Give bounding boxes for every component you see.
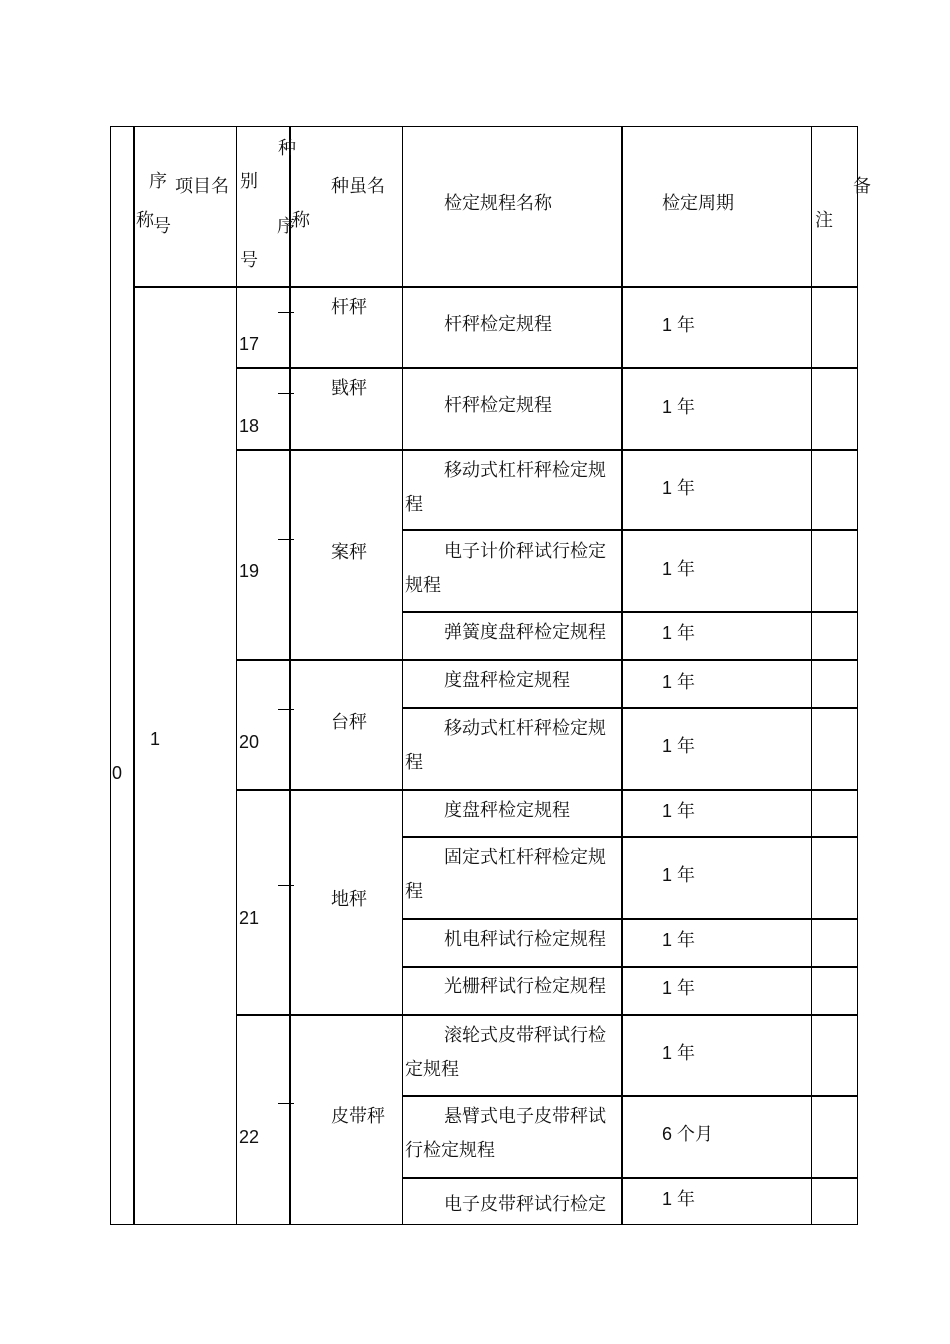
header-cat-bottom: 号 [240,250,258,271]
group-number: 17 [239,334,260,354]
group-name: 戥秤 [331,378,367,399]
header-remark-bottom: 注 [815,210,833,231]
regulation-cell [405,841,619,909]
period-value: 1 年 [662,978,696,998]
regulation-line1: 滚轮式皮带秤试行检 [444,1025,606,1046]
period-value: 1 年 [662,801,696,821]
header-seq-bottom-left: 称 [136,210,154,231]
regulation-line1: 光栅秤试行检定规程 [444,976,606,997]
row-sep [402,918,858,920]
period-value: 1 年 [662,397,696,417]
row-sep [402,529,858,531]
dash-mark [278,885,294,886]
regulation-cell [405,616,619,650]
period-value: 1 年 [662,736,696,756]
regulation-cell [405,712,619,780]
group-sep-19-20 [236,659,858,661]
header-seq-top: 序 [149,171,167,192]
regulation-line1: 移动式杠杆秤检定规 [444,460,606,481]
col-line-2 [236,126,237,1225]
group-name: 皮带秤 [331,1106,385,1127]
regulation-line1: 机电秤试行检定规程 [444,929,606,950]
period-value: 1 年 [662,1043,696,1063]
header-seed-top: 种 [278,138,296,159]
header-seed-right: 称 [292,210,310,231]
regulation-line1: 杆秤检定规程 [444,314,552,335]
table-border-top [110,126,858,127]
seq-value: 1 [150,729,161,749]
header-remark-top: 备 [853,176,871,197]
period-value: 1 年 [662,672,696,692]
group-number: 20 [239,732,260,752]
regulation-cell [405,308,619,342]
regulation-line1: 悬臂式电子皮带秤试 [444,1106,606,1127]
regulation-cell [405,923,619,957]
group-sep-17-18 [236,367,858,369]
period-value: 1 年 [662,930,696,950]
regulation-line1: 度盘秤检定规程 [444,800,570,821]
regulation-line2: 程 [405,752,423,773]
header-separator [133,286,858,288]
regulation-cell [405,389,619,423]
group-number: 19 [239,561,260,581]
row-sep [402,836,858,838]
group-name: 地秤 [331,889,367,910]
period-value: 6 个月 [662,1124,714,1144]
regulation-line2: 程 [405,881,423,902]
group-name: 台秤 [331,712,367,733]
regulation-line2: 行检定规程 [405,1140,495,1161]
regulation-cell [405,454,619,522]
period-value: 1 年 [662,478,696,498]
row-sep [402,707,858,709]
row-sep [402,1177,858,1179]
regulation-cell [405,535,619,603]
regulation-line1: 杆秤检定规程 [444,395,552,416]
dash-mark [278,1103,294,1104]
row-sep [402,1095,858,1097]
group-number: 22 [239,1127,260,1147]
regulation-line2: 规程 [405,575,441,596]
regulation-line2: 程 [405,494,423,515]
dash-mark [278,393,294,394]
regulation-cell [405,1188,619,1222]
period-value: 1 年 [662,623,696,643]
col0-value: 0 [112,763,123,783]
col-line-1 [133,126,135,1225]
group-name: 杆秤 [331,297,367,318]
dash-mark [278,709,294,710]
period-value: 1 年 [662,315,696,335]
group-sep-18-19 [236,449,858,451]
col-line-3 [289,126,291,1225]
col-line-5 [621,126,623,1225]
period-value: 1 年 [662,865,696,885]
regulation-line1: 弹簧度盘秤检定规程 [444,622,606,643]
header-cat-top: 别 [240,171,258,192]
group-number: 18 [239,416,260,436]
dash-mark [278,539,294,540]
regulation-line2: 定规程 [405,1059,459,1080]
table-border-right [857,126,858,1225]
group-number: 21 [239,908,260,928]
header-item-name: 项目名 [175,176,229,197]
row-sep [402,966,858,968]
group-sep-20-21 [236,789,858,791]
regulation-cell [405,1019,619,1087]
header-period: 检定周期 [662,193,734,214]
period-value: 1 年 [662,559,696,579]
header-regulation-name: 检定规程名称 [444,193,552,214]
regulation-line1: 度盘秤检定规程 [444,670,570,691]
header-seq-bottom-right: 号 [153,216,171,237]
regulation-line1: 电子计价秤试行检定 [444,541,606,562]
header-variety-name: 种虽名 [331,176,385,197]
regulation-line1: 电子皮带秤试行检定 [444,1194,606,1215]
group-name: 案秤 [331,542,367,563]
regulation-line1: 固定式杠杆秤检定规 [444,847,606,868]
regulation-line1: 移动式杠杆秤检定规 [444,718,606,739]
regulation-cell [405,664,619,698]
regulation-cell [405,794,619,828]
row-sep [402,611,858,613]
table-border-left [110,126,111,1225]
regulation-cell [405,970,619,1004]
dash-mark [278,312,294,313]
col-line-4 [402,126,403,1225]
col-line-6 [811,126,812,1225]
group-sep-21-22 [236,1014,858,1016]
header-seed-mid: 序 [277,216,295,237]
regulation-cell [405,1100,619,1168]
period-value: 1 年 [662,1189,696,1209]
table-border-bottom [110,1224,858,1225]
